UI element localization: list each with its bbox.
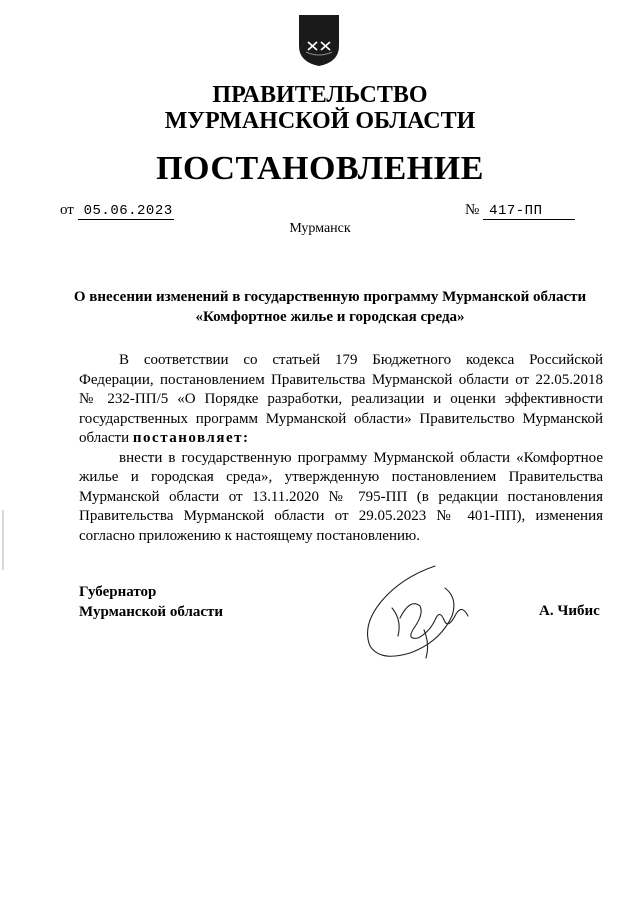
city: Мурманск bbox=[289, 221, 351, 236]
organization-title bbox=[0, 82, 640, 134]
body-paragraph-1 bbox=[79, 351, 603, 449]
organization-line-1: ПРАВИТЕЛЬСТВО bbox=[212, 82, 428, 108]
signatory-title bbox=[79, 583, 223, 622]
body-paragraph-2: внести в государственную программу Мурманской области «Комфортное жилье и городская среда», утвержденную постановлением Правительства Мурманской области от 13.11.2020 № 795-ПП (в редакции постановления Правительства Мурманской области от 29.05.2023 № 401-ПП), изменения согласно приложению к настоящему постановлению. bbox=[79, 449, 603, 544]
signatory-title-line-2: Мурманской области bbox=[79, 603, 224, 620]
number-prefix: № bbox=[465, 202, 480, 218]
document-type: ПОСТАНОВЛЕНИЕ bbox=[156, 150, 484, 187]
number-row bbox=[465, 202, 575, 220]
date-prefix: от bbox=[60, 202, 74, 218]
paragraph-1-text: В соответствии со статьей 179 Бюджетного кодекса Российской Федерации, постановлением Правительства Мурманской области от 22.05.2018 № 232-ПП/5 «О Порядке разработки, реализации и оценки эффективности государственных программ Мурманской области» Правительство Мурманской области bbox=[79, 352, 603, 446]
organization-line-2: МУРМАНСКОЙ ОБЛАСТИ bbox=[164, 108, 476, 134]
decision-keyword: постановляет: bbox=[132, 430, 250, 446]
date-row bbox=[60, 202, 174, 220]
document-date: 05.06.2023 bbox=[78, 203, 174, 220]
document-number: 417-ПП bbox=[483, 203, 575, 220]
signatory-name: А. Чибис bbox=[539, 603, 600, 619]
document-subject bbox=[60, 287, 600, 327]
scan-edge-mark bbox=[2, 510, 4, 570]
signatory-title-line-1: Губернатор bbox=[79, 584, 157, 600]
coat-of-arms-icon bbox=[296, 12, 342, 68]
document-body bbox=[79, 351, 603, 546]
subject-line-1: О внесении изменений в государственную программу Мурманской области bbox=[73, 289, 587, 305]
subject-line-2: «Комфортное жилье и городская среда» bbox=[195, 309, 465, 325]
handwritten-signature bbox=[340, 558, 490, 668]
